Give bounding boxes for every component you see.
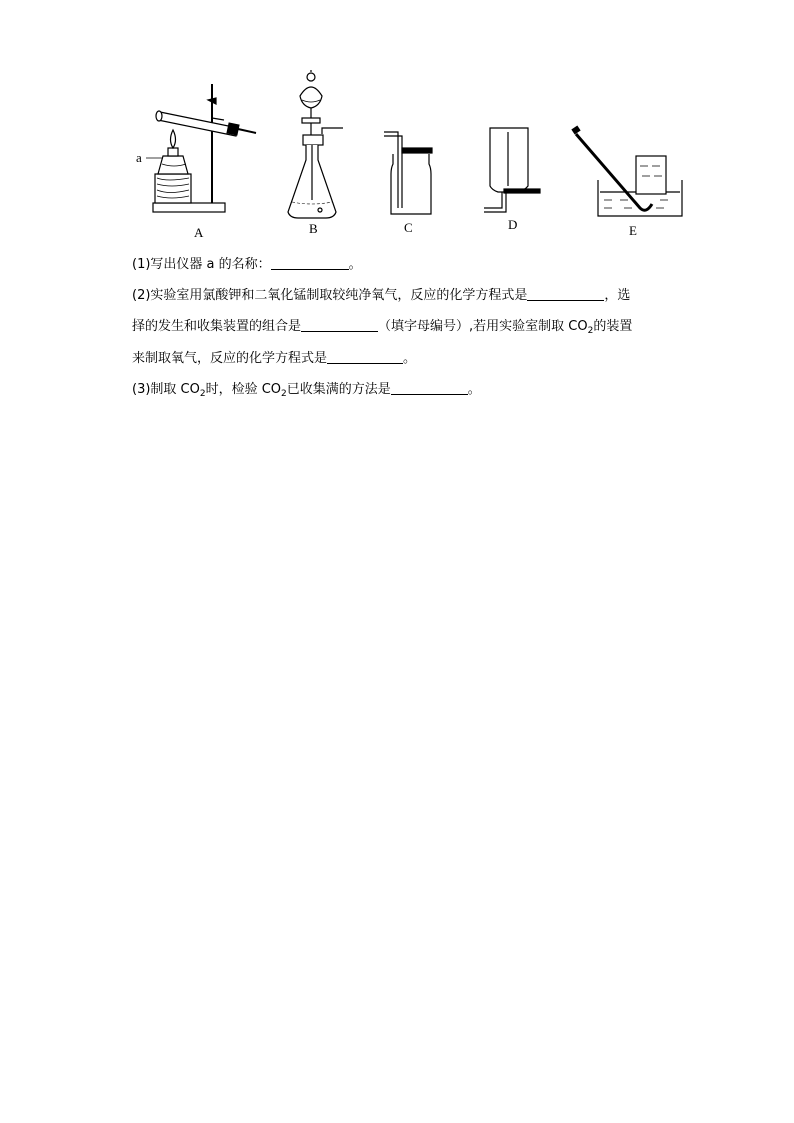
question-2-line-3 <box>132 351 416 367</box>
question-2-line-1 <box>132 288 630 304</box>
q2-blank-3[interactable] <box>327 351 403 364</box>
label-E: E <box>629 223 637 238</box>
apparatus-c <box>384 132 432 214</box>
question-2-line-2 <box>132 319 632 335</box>
label-B: B <box>309 221 318 236</box>
q1-blank[interactable] <box>271 257 349 270</box>
apparatus-a <box>146 84 256 212</box>
q3-end: 。 <box>467 382 481 397</box>
q1-end: 。 <box>348 257 362 272</box>
label-A: A <box>194 225 204 240</box>
q2-line1-a: (2)实验室用氯酸钾和二氧化锰制取较纯净氧气，反应的化学方程式是 <box>132 288 528 303</box>
q3-b: 时，检验 CO <box>205 382 282 397</box>
q1-text: (1)写出仪器 a 的名称： <box>132 257 271 272</box>
q3-a: (3)制取 CO <box>132 382 200 397</box>
label-C: C <box>404 220 413 235</box>
q2-line2-a: 择的发生和收集装置的组合是 <box>132 319 302 334</box>
q2-line3-b: 。 <box>403 351 417 366</box>
apparatus-e <box>573 128 682 216</box>
q2-line2-c: 的装置 <box>593 319 633 334</box>
apparatus-figure <box>0 0 794 250</box>
q2-line2-sub: 2 <box>587 326 594 336</box>
question-1 <box>132 257 362 273</box>
label-D: D <box>508 217 518 232</box>
apparatus-b <box>288 70 343 218</box>
q2-line3-a: 来制取氧气，反应的化学方程式是 <box>132 351 328 366</box>
q3-sub1: 2 <box>199 389 206 399</box>
q2-line1-b: ，选 <box>604 288 631 303</box>
q2-line2-b: （填字母编号）,若用实验室制取 CO <box>378 319 588 334</box>
q3-sub2: 2 <box>281 389 287 399</box>
label-a: a <box>136 150 142 165</box>
q3-blank[interactable] <box>391 382 468 395</box>
q2-blank-2[interactable] <box>301 319 378 332</box>
question-3 <box>132 382 481 398</box>
q3-c: 已收集满的方法是 <box>286 382 391 397</box>
q2-blank-1[interactable] <box>527 288 604 301</box>
apparatus-d <box>484 128 540 212</box>
